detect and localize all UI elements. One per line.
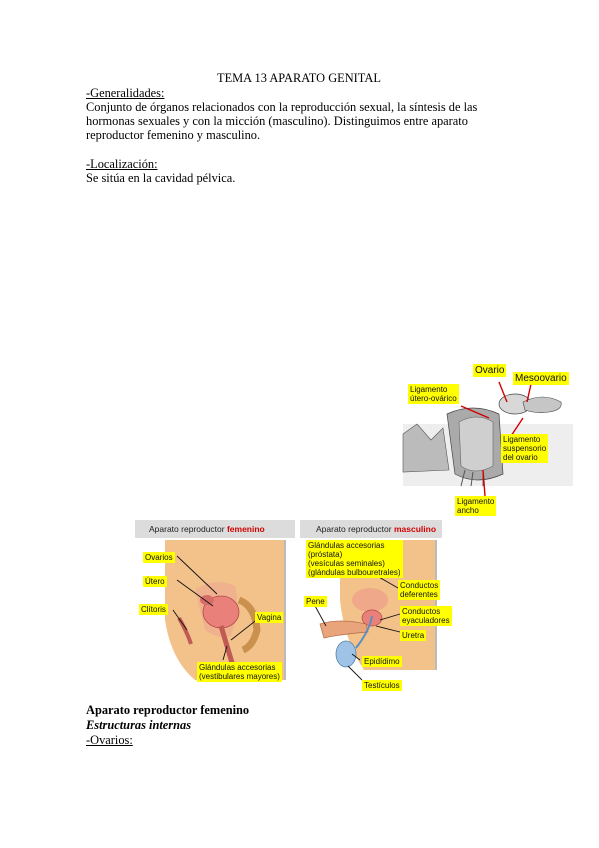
male-figure-header bbox=[316, 524, 436, 534]
label-uretra: Uretra bbox=[402, 631, 425, 640]
generalidades-line-2: hormonas sexuales y con la micción (masculino). Distinguimos entre aparato bbox=[86, 114, 468, 128]
ovarios-heading: -Ovarios: bbox=[86, 733, 133, 747]
label-conductos-deferentes: Conductos deferentes bbox=[400, 581, 439, 599]
localizacion-heading: -Localización: bbox=[86, 157, 158, 171]
label-ligamento-ancho: Ligamento ancho bbox=[457, 497, 495, 515]
label-ligamento-suspensorio: Ligamento suspensorio del ovario bbox=[503, 435, 547, 462]
label-testiculos: Testículos bbox=[364, 681, 400, 690]
label-utero: Útero bbox=[145, 577, 165, 586]
label-pene: Pene bbox=[306, 597, 325, 606]
male-header-prefix: Aparato reproductor bbox=[316, 524, 394, 534]
generalidades-line-3: reproductor femenino y masculino. bbox=[86, 128, 261, 142]
female-header-accent: femenino bbox=[226, 524, 265, 534]
page-title: TEMA 13 APARATO GENITAL bbox=[217, 71, 381, 85]
femenino-heading: Aparato reproductor femenino bbox=[86, 703, 250, 717]
label-vagina: Vagina bbox=[257, 613, 282, 622]
localizacion-text: Se sitúa en la cavidad pélvica. bbox=[86, 171, 236, 185]
label-ligamento-utero-ovarico: Ligamento útero-ovárico bbox=[410, 385, 457, 403]
female-figure-header bbox=[149, 524, 265, 534]
label-conductos-eyaculadores: Conductos eyaculadores bbox=[402, 607, 450, 625]
female-reproductive-figure bbox=[135, 520, 295, 692]
estructuras-heading: Estructuras internas bbox=[86, 718, 192, 732]
label-mesoovario: Mesoovario bbox=[515, 373, 567, 384]
female-header-prefix: Aparato reproductor bbox=[149, 524, 227, 534]
ovary-ligaments-figure bbox=[403, 362, 573, 524]
label-epididimo: Epidídimo bbox=[364, 657, 400, 666]
male-header-accent: masculino bbox=[393, 524, 437, 534]
label-ovarios: Ovarios bbox=[145, 553, 173, 562]
label-clitoris: Clítoris bbox=[141, 605, 166, 614]
label-glandulas-accesorias: Glándulas accesorias (próstata) (vesículas seminales) (glándulas bulbouretrales) bbox=[308, 541, 401, 577]
label-glandulas-vestibulares: Glándulas accesorias (vestibulares mayores) bbox=[199, 663, 280, 681]
male-reproductive-figure bbox=[300, 520, 450, 696]
generalidades-line-1: Conjunto de órganos relacionados con la reproducción sexual, la síntesis de las bbox=[86, 100, 478, 114]
label-ovario: Ovario bbox=[475, 365, 505, 376]
generalidades-heading: -Generalidades: bbox=[86, 86, 165, 100]
